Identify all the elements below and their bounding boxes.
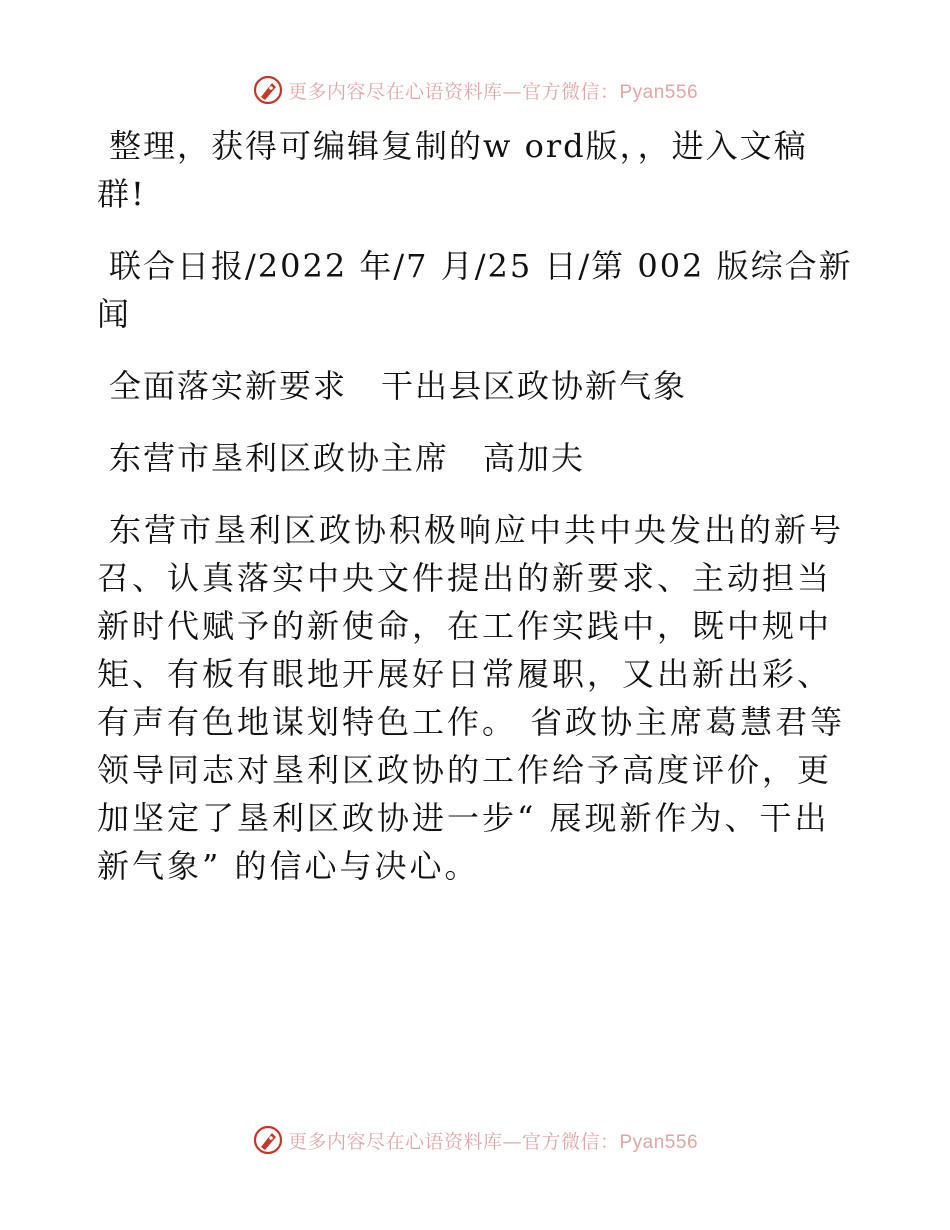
- watermark-text: 更多内容尽在心语资料库—官方微信：Pyan556: [287, 80, 699, 103]
- article-headline: 全面落实新要求 干出县区政协新气象: [109, 367, 688, 405]
- article-byline: 东营市垦利区政协主席 高加夫: [109, 439, 586, 477]
- footer-watermark: [0, 1122, 950, 1158]
- pen-nib-seal-icon: [252, 74, 284, 106]
- article-paragraph: 东营市垦利区政协积极响应中共中央发出的新号召、认真落实中央文件提出的新要求、主动担当新时代赋予的新使命，在工作实践中，既中规中矩、有板有眼地开展好日常履职，又出新出彩、 有声有色地谋划特色工作。 省政协主席葛慧君等领导同志对垦利区政协的工作给予高度评价，更加坚定了垦利区政协进一步“ 展现新作为、干出新气象” 的信心与决心。: [97, 511, 846, 885]
- source-line: 联合日报/2022 年/7 月/25 日/第 002 版综合新闻: [97, 247, 853, 333]
- intro-line: 整理，获得可编辑复制的w ord版，，进入文稿群!: [97, 127, 808, 213]
- document-body: [97, 122, 853, 914]
- watermark-text: 更多内容尽在心语资料库—官方微信：Pyan556: [287, 1130, 699, 1153]
- header-watermark: [0, 72, 950, 108]
- pen-nib-seal-icon: [252, 1124, 284, 1156]
